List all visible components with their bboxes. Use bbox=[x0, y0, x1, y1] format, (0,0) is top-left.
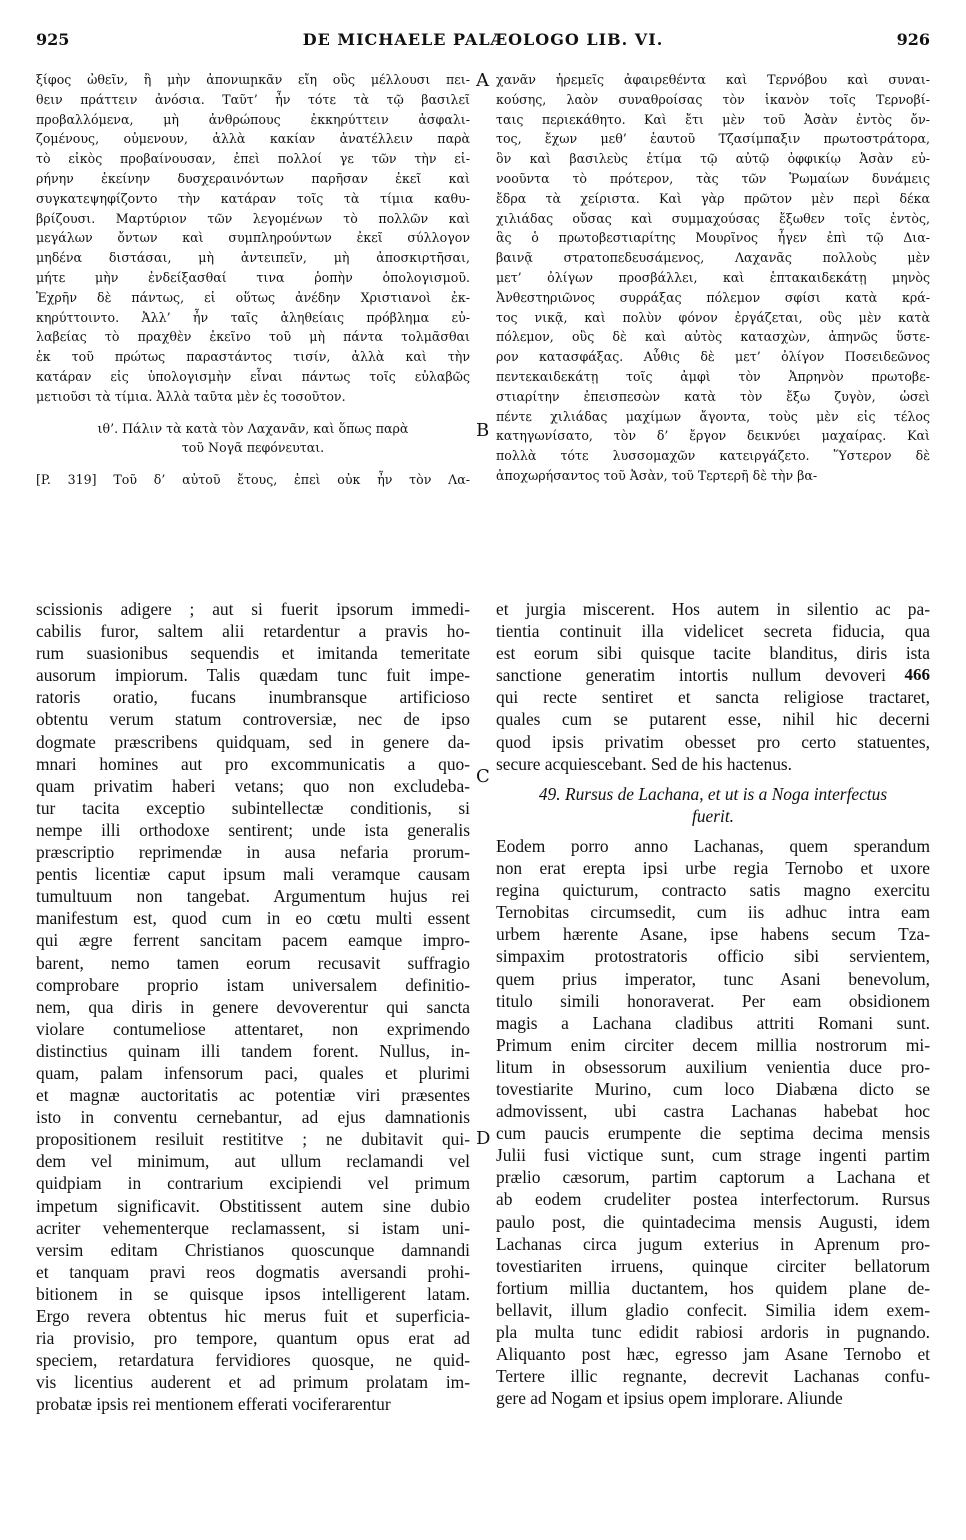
greek-left-paragraph-line: προβαλλόμενα, μὴ ἀνθρώπους ἐκκηρύττειν ἀσφαλι- bbox=[36, 111, 470, 127]
greek-right-paragraph-line: νοοῦντα τὸ πρότερον, τὰς τῶν Ῥωμαίων δυνάμεις bbox=[496, 170, 930, 186]
greek-right-paragraph-line: τος, ἔχων μεθ’ ἑαυτοῦ Τζασίμπαξιν πρωτοστράτορα, bbox=[496, 131, 930, 147]
latin-left-paragraph-line: acriter vehementerque reclamassent, si istam uni- bbox=[36, 1217, 470, 1238]
running-title: DE MICHAELE PALÆOLOGO LIB. VI. bbox=[302, 30, 664, 49]
latin-left-paragraph-line: impetum significavit. Obstitissent autem sine dubio bbox=[36, 1195, 470, 1216]
margin-letter-a: A bbox=[476, 70, 489, 91]
greek-section-heading: τοῦ Νογᾶ πεφόνευται. bbox=[181, 440, 325, 456]
greek-left-paragraph-line: τὸ εἰκὸς προβαίνουσαν, ἐπεὶ πολλοί γε τῶν τὴν εἰ- bbox=[36, 151, 470, 167]
latin-left-paragraph-line: ratoris oratio, fucans inumbransque artificioso bbox=[36, 687, 470, 708]
latin-right-paragraph-line: prælio cæsorum, partim captorum a Lachana et bbox=[496, 1167, 930, 1188]
latin-right-paragraph-line: ab eodem crudeliter postea interfectorum. Rursus bbox=[496, 1189, 930, 1210]
greek-right-paragraph-line: μετ’ ὀλίγων προσβάλλει, καὶ ἑπτακαιδεκάτῃ μηνὸς bbox=[496, 269, 930, 285]
latin-left-paragraph-line: propositionem resiluit restititve ; ne dubitavit qui- bbox=[36, 1129, 470, 1150]
greek-left-paragraph-line: μηδένα διστάσαι, μὴ ἀντειπεῖν, μὴ ἀποσκιρτῆσαι, bbox=[36, 250, 470, 266]
greek-section-heading: ιθ’. Πάλιν τὰ κατὰ τὸν Λαχανᾶν, καὶ ὅπως παρὰ bbox=[97, 420, 409, 436]
greek-left-paragraph-line: βρίζουσι. Μαρτύριον τῶν λεγομένων τὸ πολλῶν καὶ bbox=[36, 210, 470, 226]
latin-left-paragraph-line: ria provisio, pro tempore, quantum opus erat ad bbox=[36, 1328, 470, 1349]
latin-right-paragraph-line: est eorum sibi quisque tacite blanditus, diris ista bbox=[496, 643, 930, 664]
greek-right-paragraph-line: τος νικᾷ, καὶ πολὺν φόνον ἐργάζεται, οὓς μὲν κατὰ bbox=[496, 309, 930, 325]
greek-left-paragraph-line: θειν πράττειν ἀνόσια. Ταῦτ’ ἦν τότε τὰ τῷ βασιλεῖ bbox=[36, 91, 470, 107]
latin-left-paragraph-line: quam privatim haberi vetans; quo non excludeba- bbox=[36, 775, 470, 796]
latin-left-paragraph-line: vis licentius auderent et ad primum prolatam im- bbox=[36, 1372, 470, 1393]
latin-left-paragraph-line: ausorum impiorum. Talis quædam tunc fuit impe- bbox=[36, 665, 470, 686]
latin-text-left-column bbox=[36, 598, 470, 1415]
latin-right-paragraph-line: qui recte sentiret et sancta religiose tractaret, bbox=[496, 687, 930, 708]
greek-right-paragraph-line: κούσης, λαὸν συναθροίσας τὸν ἱκανὸν τοῖς Τερνοβί- bbox=[496, 91, 930, 107]
latin-left-paragraph-line: obtentu verum statum controversiæ, nec de ipso bbox=[36, 709, 470, 730]
latin-right-paragraph-line: paulo post, die quintadecima mensis Augusti, idem bbox=[496, 1211, 930, 1232]
greek-right-paragraph-line: κατηγωνίσατο, τὸν δ’ ἔργον δεικνύει μαχαίρας. Καὶ bbox=[496, 428, 930, 444]
latin-left-paragraph-line: mnari homines aut pro excommunicatis a quo- bbox=[36, 753, 470, 774]
latin-right-paragraph-line: Aliquanto post hæc, egresso jam Asane Ternobo et bbox=[496, 1344, 930, 1365]
greek-right-paragraph-line: ταις περιεκάθητο. Καὶ ἔτι μὲν τοῦ Ἀσὰν ἐντὸς ὄν- bbox=[496, 111, 930, 127]
latin-right-paragraph-line: admovissent, ubi castra Lachanas habebat hoc bbox=[496, 1101, 930, 1122]
latin-left-paragraph-line: scissionis adigere ; aut si fuerit ipsorum immedi- bbox=[36, 599, 470, 619]
latin-right-paragraph-line: quod ipsis privatim obesset pro certo statuentes, bbox=[496, 731, 930, 752]
greek-left-paragraph-line: μήτε μὴν ἐνδείξασθαί τινα ῥοπὴν ὁπολογισμοῦ. bbox=[36, 269, 470, 285]
latin-left-paragraph-line: præscriptio reprimendæ in ausa nefaria prorum- bbox=[36, 842, 470, 863]
latin-right-paragraph-line: et jurgia miscerent. Hos autem in silentio ac pa- bbox=[496, 599, 930, 619]
latin-right-paragraph-line: Julii fusi victique sunt, cum strage ingenti partim bbox=[496, 1145, 930, 1166]
greek-right-paragraph-line: βαινᾷ στρατοπεδευσάμενος, Λαχανᾶς πολλοὺς μὲν bbox=[496, 250, 930, 266]
latin-right-paragraph-line: bellavit, illum gladio confecit. Similia idem exem- bbox=[496, 1299, 930, 1320]
page-header bbox=[36, 30, 930, 62]
latin-left-paragraph-line: distinctius quinam illi tandem forent. Nullus, in- bbox=[36, 1040, 470, 1061]
spacer bbox=[496, 775, 930, 783]
greek-right-paragraph-line: χανᾶν ἡρεμεῖς ἀφαιρεθέντα καὶ Τερνόβου καὶ συναι- bbox=[496, 72, 930, 87]
latin-left-paragraph-line: dem vel minimum, aut ullum reclamandi vel bbox=[36, 1151, 470, 1172]
latin-right-paragraph-line: quales cum se putarent esse, nihil hic decerni bbox=[496, 709, 930, 730]
latin-text-right-column bbox=[496, 598, 930, 1409]
greek-right-paragraph-line: πέντε χιλιάδας μαχίμων ἄγοντα, τοὺς μὲν εἰς τέλος bbox=[496, 408, 930, 424]
greek-right-paragraph-line: πεντεκαιδεκάτῃ τοῖς ἀμφὶ τὸν Ἀπρηνὸν πρωτοβε- bbox=[496, 368, 930, 384]
latin-right-paragraph-line: urbem hærente Asane, ipse habens secum Tza- bbox=[496, 924, 930, 945]
greek-right-paragraph-line: Ἀνθεστηριῶνος συρράξας πόλεμον σφίσι κατὰ κρά- bbox=[496, 289, 930, 305]
page-number-left: 925 bbox=[36, 30, 70, 49]
greek-left-final-line: [P. 319] Τοῦ δ’ αὐτοῦ ἔτους, ἐπεὶ οὐκ ἦν τὸν Λα- bbox=[36, 472, 470, 488]
latin-left-paragraph-line: et tanquam pravi reos dogmatis aversandi prohi- bbox=[36, 1261, 470, 1282]
latin-right-paragraph-line: simpaxim protostratoris officio sibi servientem, bbox=[496, 946, 930, 967]
greek-left-paragraph-line: ξίφος ὠθεῖν, ἢ μὴν ἀπονարκᾶν εἴη οὓς μέλλουσι πει- bbox=[36, 72, 470, 87]
greek-left-paragraph-line: ἐκ τοῦ πρώτως παραστάντος τισίν, ἀλλὰ καὶ τὴν bbox=[36, 349, 470, 365]
greek-right-paragraph-line: ἀποχωρήσαντος τοῦ Ἀσὰν, τοῦ Τερτερῆ δὲ τὴν βα- bbox=[496, 467, 818, 483]
latin-left-paragraph-line: bitionem in se quisque ipsos intelligerent latam. bbox=[36, 1283, 470, 1304]
latin-right-paragraph-line: fortium millia ductantem, hos quidem plane de- bbox=[496, 1277, 930, 1298]
greek-left-paragraph-line: ρήνην ἐκείνην δυσχεραινόντων παρῆσαν ἐκεῖ καὶ bbox=[36, 170, 470, 186]
greek-left-paragraph-line: ζομένους, οὐμενουν, ἀλλὰ κακίαν ἀνατέλλειν παρὰ bbox=[36, 131, 470, 147]
latin-right-paragraph-line: Eodem porro anno Lachanas, quem sperandum bbox=[496, 835, 930, 856]
latin-left-paragraph-line: versim editam Christianos quoscunque damnandi bbox=[36, 1239, 470, 1260]
latin-right-paragraph-line: secure acquiescebant. Sed de his hactenus. bbox=[496, 753, 793, 774]
latin-left-paragraph-line: barent, nemo tamen eorum recusavit suffragio bbox=[36, 952, 470, 973]
spacer bbox=[36, 458, 470, 470]
margin-letter-c: C bbox=[476, 766, 490, 787]
margin-letter-d: D bbox=[476, 1128, 491, 1149]
page-number-right: 926 bbox=[896, 30, 930, 49]
latin-left-paragraph-line: cabilis furor, saltem alii retardentur a pravis ho- bbox=[36, 621, 470, 642]
latin-left-paragraph-line: rum suasionibus sequendis et imitanda temeritate bbox=[36, 643, 470, 664]
greek-left-paragraph-line: μεγάλων ὄντων καὶ συμπληρούντων ἐκεῖ σύλλογον bbox=[36, 230, 470, 246]
latin-left-paragraph-line: dogmate præscribens quidquam, sed in genere da- bbox=[36, 731, 470, 752]
latin-right-paragraph-line: Lachanas circa jugum exterius in Aprenum pro- bbox=[496, 1233, 930, 1254]
greek-right-paragraph-line: πόλεμον, οὓς δὲ καὶ αὐτὸς κατασχὼν, ἀπηνῶς ὕστε- bbox=[496, 329, 930, 345]
spacer bbox=[36, 407, 470, 419]
latin-right-paragraph-line: sanctione generatim intortis nullum devoveri bbox=[496, 665, 886, 686]
latin-right-paragraph-line: Primum enim circiter decem millia nostrorum mi- bbox=[496, 1034, 930, 1055]
latin-left-paragraph-line: Ergo revera obtentus hic merus fuit et superficia- bbox=[36, 1306, 470, 1326]
margin-page-number: 466 bbox=[904, 665, 930, 685]
latin-left-paragraph-line: quam, palam infensorum paci, quales et plurimi bbox=[36, 1062, 470, 1083]
latin-left-paragraph-line: comprobare proprio istam universalem definitio- bbox=[36, 974, 470, 995]
greek-left-paragraph-line: συγκατεψηφίζοντο τὴν κατάραν τοῖς τὰ τίμια καθυ- bbox=[36, 190, 470, 206]
latin-left-paragraph-line: nempe illi orthodoxe sentirent; unde ista generalis bbox=[36, 819, 470, 840]
latin-right-paragraph-line: tovestiarite Murino, cum loco Diabæna dicto se bbox=[496, 1078, 930, 1099]
spacer bbox=[496, 827, 930, 835]
latin-right-paragraph-line: tovestiariten irruens, quinque circiter bellatorum bbox=[496, 1255, 930, 1276]
greek-left-paragraph-line: λαβείας τὸ πραχθὲν ἐκεῖνο τοῦ μὴ πάντα τολμᾶσθαι bbox=[36, 329, 470, 345]
latin-left-paragraph-line: manifestum est, quod cum in eo cœtu multi essent bbox=[36, 908, 470, 929]
greek-right-paragraph-line: στιαρίτην ἐπεισπεσὼν κατὰ τὸν ἔξω ζυγὸν, ὡσεὶ bbox=[496, 388, 930, 404]
greek-right-paragraph-line: χιλιάδας οὔσας καὶ συμμαχούσας ἔξωθεν τοῖς ἐντὸς, bbox=[496, 210, 930, 226]
greek-right-paragraph-line: πολλὰ τότε λυσσομαχῶν κατειργάζετο. Ὕστερον δὲ bbox=[496, 448, 930, 464]
latin-left-paragraph-line: probatæ ipsis rei mentionem efferati vociferarentur bbox=[36, 1394, 391, 1415]
latin-left-paragraph-line: violare contumeliose attentaret, non exprimendo bbox=[36, 1018, 470, 1039]
latin-right-paragraph-line: tientia continuit illa videlicet secreta fiducia, qua bbox=[496, 621, 930, 642]
latin-left-paragraph-line: quidpiam in contrarium excipiendi vel primum bbox=[36, 1173, 470, 1194]
greek-right-paragraph-line: ἔδρα τὰ χείριστα. Καὶ γὰρ πρῶτον μὲν περὶ δέκα bbox=[496, 190, 930, 206]
latin-right-paragraph-line: quem prius imperator, tunc Asani benevolum, bbox=[496, 968, 930, 989]
greek-text-right-column bbox=[496, 70, 930, 486]
margin-letter-b: B bbox=[476, 420, 490, 441]
latin-left-paragraph-line: speciem, retardatura fervidiores quosque, ne quid- bbox=[36, 1350, 470, 1371]
latin-right-paragraph-line: gere ad Nogam et ipsius opem implorare. Aliunde bbox=[496, 1388, 843, 1409]
latin-left-paragraph-line: nem, qua diris in genere devoverentur qui sancta bbox=[36, 996, 470, 1017]
greek-left-paragraph-line: κηρύττοιντο. Ἀλλ’ ἦν ταῖς ἀληθείαις πρόβλημα εὐ- bbox=[36, 309, 470, 325]
latin-right-paragraph-line: Ternobitas circumsedit, cum iis adhuc intra eam bbox=[496, 902, 930, 923]
greek-right-paragraph-line: ρον κατασφάξας. Αὖθις δὲ μετ’ ὀλίγον Ποσειδεῶνος bbox=[496, 349, 930, 365]
latin-left-paragraph-line: pentis licentiæ caput ipsum mali veramque causam bbox=[36, 864, 470, 885]
latin-right-paragraph-line: cum paucis erumpente die septima decima mensis bbox=[496, 1123, 930, 1144]
greek-left-paragraph-line: Ἐχρῆν δὲ πάντως, εἰ οὕτως ἀνέδην Χριστιανοὶ ἐκ- bbox=[36, 289, 470, 305]
latin-right-paragraph-line: magis a Lachana cladibus attriti Romani sunt. bbox=[496, 1012, 930, 1033]
greek-right-paragraph-line: ὃν καὶ βασιλεὺς ἐτίμα τῷ αὐτῷ ὀφφικίῳ Ἀσὰν εὐ- bbox=[496, 151, 930, 167]
latin-right-paragraph-line: litum in obsessorum auxilium venientia duce pro- bbox=[496, 1056, 930, 1077]
greek-left-paragraph-line: κατάραν εἰς ὑπολογισμὴν εἶναι πάντως τοῖς εὐλαβῶς bbox=[36, 368, 470, 384]
latin-right-paragraph-line: pla multa tunc edidit rabiosi ardoris in pugnando. bbox=[496, 1322, 930, 1342]
latin-section-heading: fuerit. bbox=[691, 805, 735, 826]
latin-right-paragraph-line: Tertere illic regnante, decrevit Lachanas confu- bbox=[496, 1366, 930, 1387]
latin-left-paragraph-line: qui ægre ferrent sancitam pacem eamque impro- bbox=[36, 930, 470, 951]
latin-right-paragraph-line: non erat erepta ipsi urbe regia Ternobo et uxore bbox=[496, 858, 930, 879]
latin-left-paragraph-line: et magnæ auctoritatis ac potentiæ viri præsentes bbox=[36, 1085, 470, 1106]
latin-left-paragraph-line: tumultuum non tangebat. Argumentum hujus rei bbox=[36, 886, 470, 907]
latin-section-heading: 49. Rursus de Lachana, et ut is a Noga interfectus bbox=[538, 783, 888, 804]
greek-left-paragraph-line: μετιοῦσι τὰ τίμια. Ἀλλὰ ταῦτα μὲν ἐς τοσοῦτον. bbox=[36, 388, 346, 404]
greek-right-paragraph-line: ἃς ὁ πρωτοβεστιαρίτης Μουρῖνος ἦγεν ἐπὶ τῷ Δια- bbox=[496, 230, 930, 246]
latin-right-paragraph-line: titulo simili honoraverat. Per eam obsidionem bbox=[496, 990, 930, 1011]
latin-right-paragraph-line: regina quicturum, contracto satis magno exercitu bbox=[496, 880, 930, 901]
latin-left-paragraph-line: tur tacita exceptio subintellectæ conditionis, si bbox=[36, 797, 470, 818]
greek-text-left-column bbox=[36, 70, 470, 490]
latin-left-paragraph-line: isto in conventu cernebantur, ad ejus damnationis bbox=[36, 1107, 470, 1128]
